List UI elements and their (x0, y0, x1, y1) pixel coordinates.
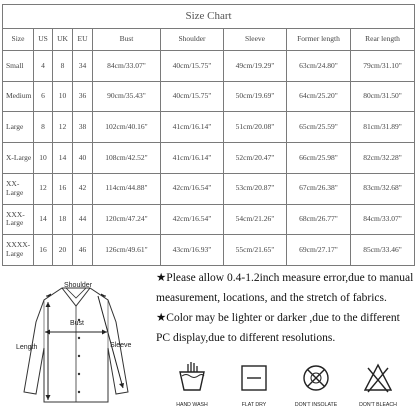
table-cell: 67cm/26.38" (287, 173, 351, 204)
table-cell: 66cm/25.98" (287, 143, 351, 174)
flat-dry-label: FLAT DRY (241, 402, 267, 408)
table-cell: Medium (3, 81, 34, 112)
table-cell: 42cm/16.54" (161, 204, 224, 235)
table-row (3, 173, 415, 204)
table-cell: 51cm/20.08" (224, 112, 287, 143)
table-cell: 64cm/25.20" (287, 81, 351, 112)
do-not-bleach-icon (364, 360, 392, 394)
table-cell: 10 (34, 143, 53, 174)
table-cell: 49cm/19.29" (224, 51, 287, 82)
table-cell: 50cm/19.69" (224, 81, 287, 112)
column-header: Size (3, 29, 34, 51)
care-flat-dry (226, 358, 282, 412)
table-cell: Large (3, 112, 34, 143)
table-cell: 14 (53, 143, 73, 174)
table-cell: 63cm/24.80" (287, 51, 351, 82)
column-header: UK (53, 29, 73, 51)
table-cell: 85cm/33.46" (351, 235, 415, 266)
table-row (3, 235, 415, 266)
table-cell: 120cm/47.24" (93, 204, 161, 235)
table-cell: 38 (73, 112, 93, 143)
table-cell: 10 (53, 81, 73, 112)
table-cell: 8 (34, 112, 53, 143)
care-hand-wash (164, 358, 220, 412)
length-label: Length (16, 344, 38, 351)
column-header: US (34, 29, 53, 51)
table-cell: 40 (73, 143, 93, 174)
table-cell: 34 (73, 51, 93, 82)
table-cell: 84cm/33.07" (351, 204, 415, 235)
column-header: Bust (93, 29, 161, 51)
table-cell: 42cm/16.54" (161, 173, 224, 204)
table-row (3, 51, 415, 82)
column-header: Shoulder (161, 29, 224, 51)
garment-measurement-diagram (2, 276, 148, 412)
color-difference-note: ★Color may be lighter or darker ,due to the different PC display,due to different resolutions. (156, 312, 400, 344)
do-not-insolate-icon (302, 360, 330, 394)
table-row (3, 81, 415, 112)
table-cell: XXXX-Large (3, 235, 34, 266)
table-cell: 54cm/21.26" (224, 204, 287, 235)
column-header: Former length (287, 29, 351, 51)
table-cell: 80cm/31.50" (351, 81, 415, 112)
table-cell: 79cm/31.10" (351, 51, 415, 82)
table-cell: 46 (73, 235, 93, 266)
table-cell: X-Large (3, 143, 34, 174)
table-cell: 20 (53, 235, 73, 266)
table-cell: Small (3, 51, 34, 82)
size-chart-table (2, 4, 415, 266)
table-cell: 4 (34, 51, 53, 82)
flat-dry-icon (240, 360, 268, 394)
column-header: EU (73, 29, 93, 51)
table-cell: 36 (73, 81, 93, 112)
table-row (3, 112, 415, 143)
table-cell: 6 (34, 81, 53, 112)
care-instructions (164, 358, 412, 412)
hand-wash-label: HAND WASH (176, 402, 208, 408)
table-cell: 42 (73, 173, 93, 204)
table-row (3, 204, 415, 235)
table-cell: 41cm/16.14" (161, 112, 224, 143)
table-cell: 18 (53, 204, 73, 235)
table-cell: 12 (34, 173, 53, 204)
care-do-not-bleach (350, 358, 406, 412)
size-chart-title: Size Chart (3, 5, 415, 29)
table-cell: 40cm/15.75" (161, 51, 224, 82)
header-row (3, 29, 415, 51)
care-do-not-insolate (288, 358, 344, 412)
table-cell: 114cm/44.88" (93, 173, 161, 204)
table-cell: 40cm/15.75" (161, 81, 224, 112)
hand-wash-icon (178, 360, 206, 394)
measure-error-note: ★Please allow 0.4-1.2inch measure error,due to manual measurement, locations, and the stretch of fabrics. (156, 272, 414, 304)
table-cell: 41cm/16.14" (161, 143, 224, 174)
table-cell: 8 (53, 51, 73, 82)
table-cell: 16 (34, 235, 53, 266)
table-cell: XXX-Large (3, 204, 34, 235)
table-cell: 65cm/25.59" (287, 112, 351, 143)
bust-label: Bust (70, 320, 85, 327)
table-cell: 81cm/31.89" (351, 112, 415, 143)
table-cell: 53cm/20.87" (224, 173, 287, 204)
table-cell: 44 (73, 204, 93, 235)
table-cell: 126cm/49.61" (93, 235, 161, 266)
column-header: Rear length (351, 29, 415, 51)
table-cell: 84cm/33.07" (93, 51, 161, 82)
table-cell: 16 (53, 173, 73, 204)
table-cell: 52cm/20.47" (224, 143, 287, 174)
table-cell: 108cm/42.52" (93, 143, 161, 174)
table-row (3, 143, 415, 174)
shoulder-label: Shoulder (64, 282, 93, 289)
table-cell: 83cm/32.68" (351, 173, 415, 204)
do-not-insolate-label: DON'T INSOLATE (294, 402, 338, 408)
table-cell: 69cm/27.17" (287, 235, 351, 266)
table-cell: 90cm/35.43" (93, 81, 161, 112)
table-cell: 43cm/16.93" (161, 235, 224, 266)
table-cell: 102cm/40.16" (93, 112, 161, 143)
sleeve-label: Sleeve (110, 342, 132, 349)
table-cell: 68cm/26.77" (287, 204, 351, 235)
do-not-bleach-label: DON'T BLEACH (359, 402, 397, 408)
table-cell: XX-Large (3, 173, 34, 204)
disclaimer-notes (156, 268, 414, 348)
column-header: Sleeve (224, 29, 287, 51)
table-cell: 12 (53, 112, 73, 143)
table-cell: 14 (34, 204, 53, 235)
table-cell: 55cm/21.65" (224, 235, 287, 266)
table-cell: 82cm/32.28" (351, 143, 415, 174)
